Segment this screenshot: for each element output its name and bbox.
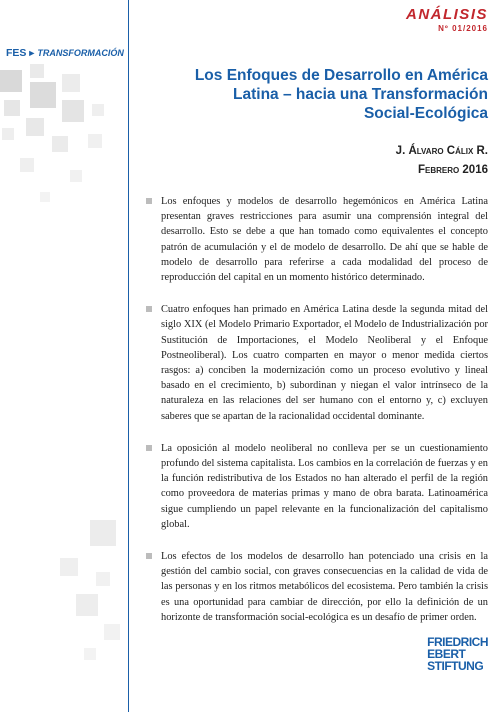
title-line: Latina – hacia una Transformación [233,86,488,103]
publication-date: Febrero 2016 [417,164,488,176]
title-line: Los Enfoques de Desarrollo en América [194,67,488,84]
paragraph-text: Cuatro enfoques han primado en América Latina desde la segunda mitad del siglo XIX (el Modelo Primario Exportador, el Modelo de Industrialización por Sustitución de Importaciones, el Modelo Neoliberal y el Enfoque Postneoliberal). Los cuatro comparten en mayor o menor medida ciertos rasgos: a) conciben la modernización como un proceso evolutivo y lineal basado en el crecimiento, b) subordinan y niegan el valor intrínseco de la naturaleza en las relaciones del ser humano con el entorno y, c) excluyen saberes que se apartan de la racionalidad occidental dominante. [161,304,488,422]
vertical-rule [128,0,129,712]
summary-paragraph [146,302,488,424]
square-bullet-icon [146,306,152,312]
series-number: Nº 01/2016 [438,24,488,33]
series-title: ANÁLISIS [405,6,488,23]
decorative-squares [0,64,128,664]
document-title [150,66,488,123]
series-header [406,6,488,33]
logo-line: EBERT [427,647,466,661]
fes-transformacion-logo [6,47,124,59]
arrow-right-icon: ► [27,48,37,58]
fes-logo-text: FES [6,47,27,59]
friedrich-ebert-stiftung-logo [427,636,488,672]
author-block [396,142,488,180]
square-bullet-icon [146,445,152,451]
square-bullet-icon [146,198,152,204]
summary-paragraph [146,549,488,625]
square-bullet-icon [146,553,152,559]
summary-body [146,194,488,642]
title-line: Social-Ecológica [363,105,488,122]
summary-paragraph [146,441,488,532]
paragraph-text: Los efectos de los modelos de desarrollo han potenciado una crisis en la gestión del cambio social, con graves consecuencias en la calidad de vida de las personas y en los ritmos metabólicos del ecosistema. Pero también la crisis es una oportunidad para cambiar de dirección, por ello la definición de un horizonte de transformación social-ecológica es un desafío de primer orden. [161,551,488,623]
author-name: J. Álvaro Cálix R. [395,145,488,157]
logo-line: STIFTUNG [427,659,484,673]
summary-paragraph [146,194,488,285]
paragraph-text: Los enfoques y modelos de desarrollo hegemónicos en América Latina presentan graves restricciones para asumir una comprensión integral del desarrollo. Esto se debe a que han tomado como equivalentes el concepto patrón de acumulación y el de modelo de desarrollo. De ahí que se hable de modelo de desarrollo para referirse a cada modalidad del proceso de reproducción del capital en un momento histórico determinado. [161,196,488,284]
logo-line: FRIEDRICH [427,635,488,649]
transformacion-logo-text: TRANSFORMACIÓN [37,48,124,58]
paragraph-text: La oposición al modelo neoliberal no conlleva per se un cuestionamiento profundo del sistema capitalista. Los cambios en la correlación de fuerzas y en la función redistributiva de los Estados no han alterado el perfil de la región como proveedora de materias primas y mano de obra barata. Latinoamérica sigue cumpliendo un papel relevante en la funcionalización del capitalismo global. [161,442,488,530]
